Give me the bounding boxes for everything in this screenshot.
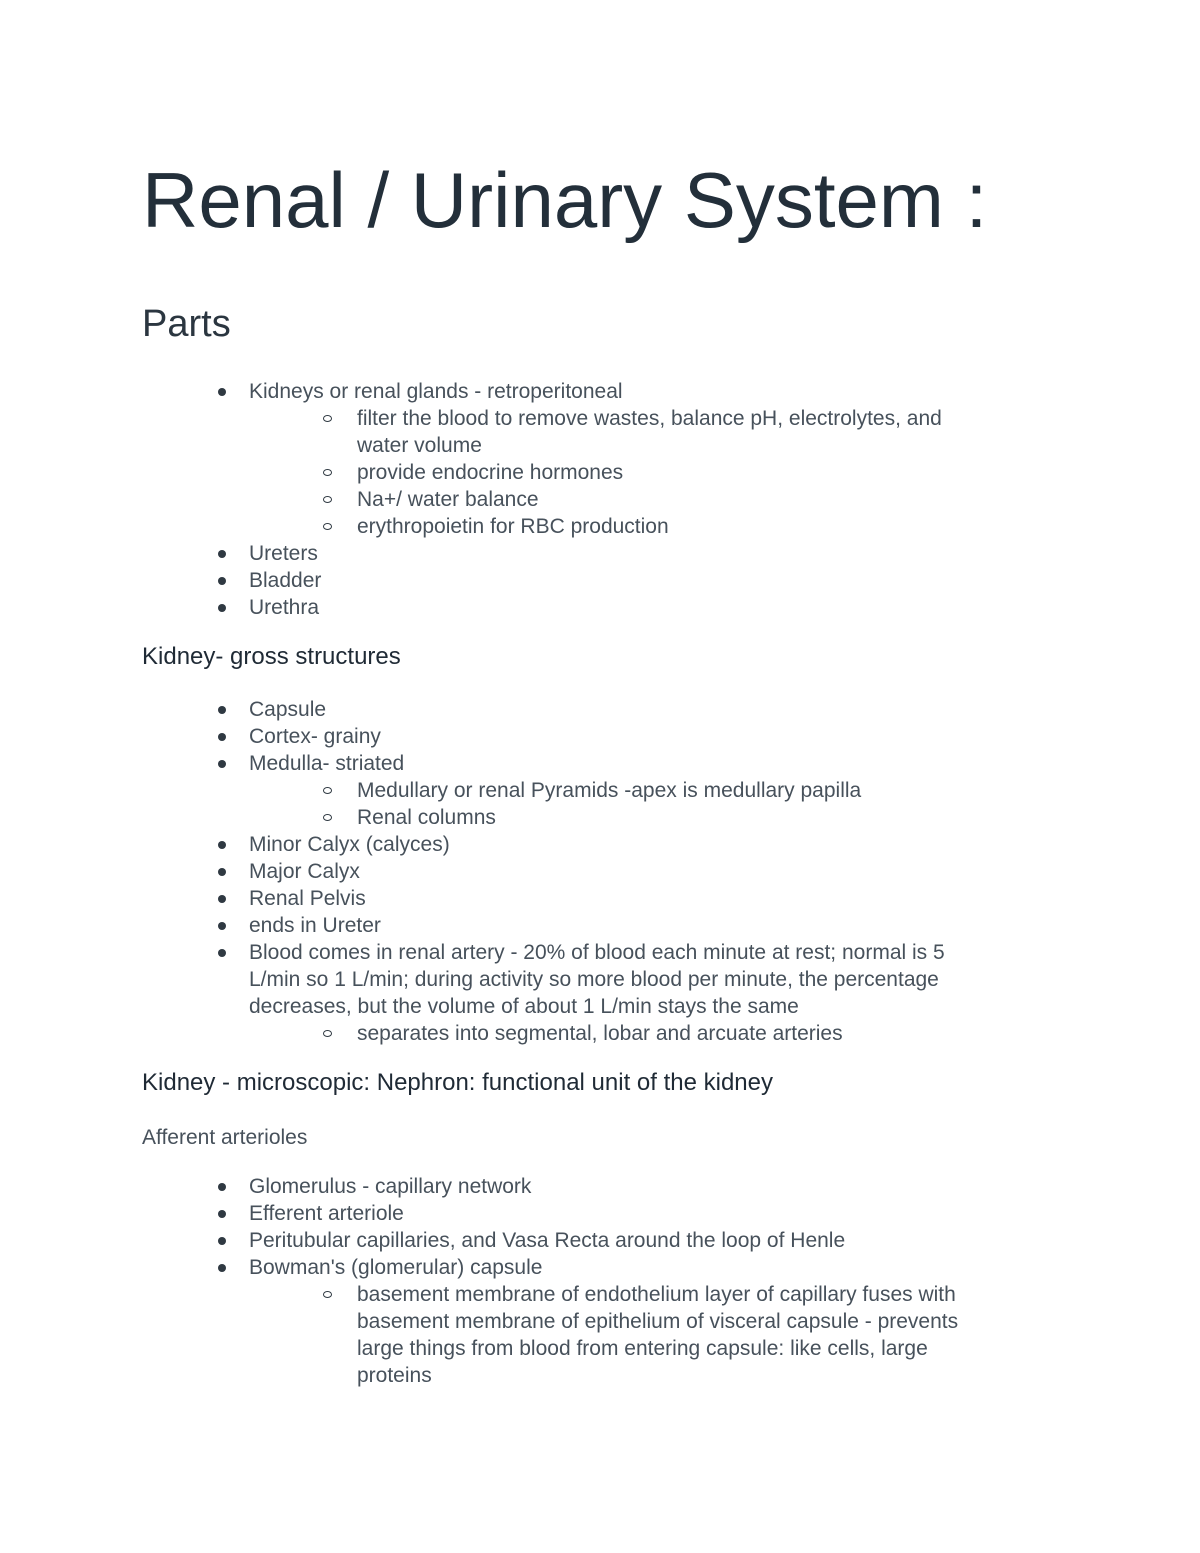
- list-item: Blood comes in renal artery - 20% of blood each minute at rest; normal is 5 L/min so 1 L/min; during activity so more blood per minute, the percentage decreases, but the volume of about 1 L/min stays the same: [0, 939, 1049, 1020]
- section-heading-gross-structures: Kidney- gross structures: [142, 643, 401, 670]
- list-item: Capsule: [0, 696, 1049, 723]
- list-item: Minor Calyx (calyces): [0, 831, 1049, 858]
- list-item: Kidneys or renal glands - retroperitoneal: [0, 378, 1049, 405]
- list-item: Bladder: [0, 567, 1049, 594]
- list-item: Medullary or renal Pyramids -apex is medullary papilla: [0, 777, 1037, 804]
- subheading-afferent-arterioles: Afferent arterioles: [142, 1126, 308, 1149]
- gross-structures-list: [0, 696, 1049, 1047]
- list-item: erythropoietin for RBC production: [0, 513, 1037, 540]
- list-item: basement membrane of endothelium layer of capillary fuses with basement membrane of epithelium of visceral capsule - prevents large things from blood from entering capsule: like cells, large proteins: [0, 1281, 1037, 1389]
- nephron-list: [0, 1173, 1049, 1389]
- list-item: Ureters: [0, 540, 1049, 567]
- list-item: Peritubular capillaries, and Vasa Recta around the loop of Henle: [0, 1227, 1049, 1254]
- document-title: Renal / Urinary System :: [142, 156, 988, 244]
- list-item: separates into segmental, lobar and arcuate arteries: [0, 1020, 1037, 1047]
- list-item: Renal Pelvis: [0, 885, 1049, 912]
- list-item: Renal columns: [0, 804, 1037, 831]
- list-item: Cortex- grainy: [0, 723, 1049, 750]
- list-item: provide endocrine hormones: [0, 459, 1037, 486]
- list-item: filter the blood to remove wastes, balance pH, electrolytes, and water volume: [0, 405, 1037, 459]
- list-item: Bowman's (glomerular) capsule: [0, 1254, 1049, 1281]
- list-item: Major Calyx: [0, 858, 1049, 885]
- list-item: Medulla- striated: [0, 750, 1049, 777]
- section-heading-microscopic: Kidney - microscopic: Nephron: functional unit of the kidney: [142, 1069, 773, 1096]
- section-heading-parts: Parts: [142, 303, 231, 345]
- list-item: Urethra: [0, 594, 1049, 621]
- list-item: Efferent arteriole: [0, 1200, 1049, 1227]
- list-item: Glomerulus - capillary network: [0, 1173, 1049, 1200]
- list-item: Na+/ water balance: [0, 486, 1037, 513]
- parts-list: [0, 378, 1049, 621]
- list-item: ends in Ureter: [0, 912, 1049, 939]
